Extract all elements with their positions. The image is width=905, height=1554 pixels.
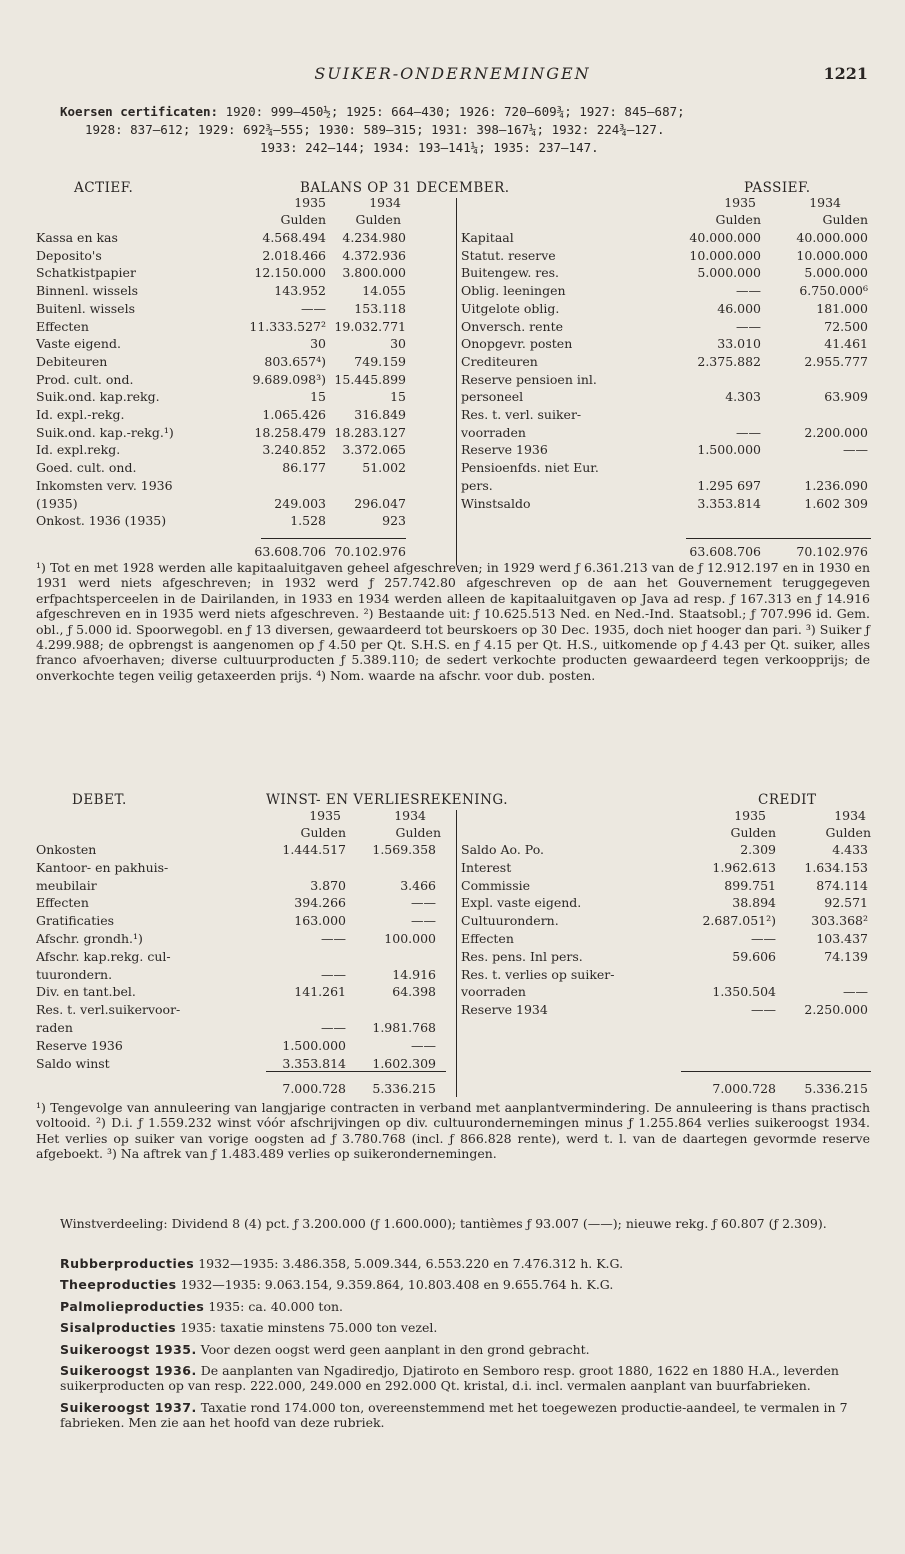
credit-label: Reserve 1934: [461, 1003, 548, 1018]
debet-label: meubilair: [36, 878, 97, 893]
actief-value-a: 4.568.494: [262, 230, 326, 245]
passief-value-a: ——: [736, 318, 761, 334]
debet-value-b: 100.000: [384, 931, 436, 946]
passief-label: Winstsaldo: [461, 496, 531, 511]
credit-value-a: 2.309: [740, 842, 776, 857]
credit-label: Res. t. verlies op suiker-: [461, 967, 615, 982]
passief-value-a: 1.295 697: [697, 477, 761, 493]
debet-value-a: 1.444.517: [282, 842, 346, 857]
actief-value-a: ——: [301, 300, 326, 316]
production-key: Sisalproducties: [60, 1320, 177, 1336]
passief-row: [461, 249, 871, 263]
page-number: 1221: [823, 64, 868, 83]
passief-value-a: 5.000.000: [697, 265, 761, 281]
actief-value-a: 18.258.479: [254, 424, 326, 440]
actief-row: [36, 497, 416, 511]
actief-value-b: 15.445.899: [334, 371, 406, 387]
debet-label: Saldo winst: [36, 1056, 110, 1071]
credit-value-a: 38.894: [732, 895, 776, 911]
passief-label: pers.: [461, 478, 493, 493]
passief-value-b: 2.200.000: [804, 424, 868, 440]
debet-label: Afschr. kap.rekg. cul-: [36, 949, 171, 964]
actief-value-b: 19.032.771: [334, 318, 406, 334]
credit-value-a: 1.350.504: [712, 984, 776, 1000]
actief-row: [36, 249, 416, 263]
passief-row: [461, 355, 871, 369]
passief-label: Crediteuren: [461, 354, 538, 369]
debet-row: [36, 968, 441, 982]
actief-label: Goed. cult. ond.: [36, 461, 137, 476]
credit-label: Res. pens. Inl pers.: [461, 949, 583, 964]
credit-label: voorraden: [461, 985, 526, 1000]
credit-value-a: 1.962.613: [712, 859, 776, 875]
credit-row: [461, 914, 871, 928]
passief-value-b: 10.000.000: [796, 247, 868, 263]
credit-row: [461, 896, 871, 910]
debet-row: [36, 1057, 441, 1071]
balans-divider: [456, 198, 457, 565]
debet-label: Kantoor- en pakhuis-: [36, 860, 169, 875]
passief-value-a: 2.375.882: [697, 353, 761, 369]
credit-label: Commissie: [461, 878, 531, 893]
credit-value-b: 4.433: [832, 842, 868, 857]
credit-value-b: 1.634.153: [804, 859, 868, 875]
production-text: De aanplanten van Ngadiredjo, Djatiroto en Semboro resp. groot 1880, 1622 en 1880 H.A., leverden suikerproducten op van resp. 222.000, 249.000 en 292.000 Qt. kristal, d.i. incl. vermalen aanplant van buurfabrieken.: [60, 1363, 839, 1394]
production-text: 1935: ca. 40.000 ton.: [208, 1298, 344, 1314]
actief-value-b: 30: [390, 336, 406, 352]
production-item: [60, 1400, 870, 1431]
actief-row: [36, 443, 416, 457]
actief-value-b: 923: [382, 513, 406, 529]
actief-value-b: 749.159: [354, 353, 406, 369]
actief-year-a: 1935: [294, 195, 326, 210]
debet-value-b: 1.981.768: [372, 1020, 436, 1035]
passief-row: [461, 461, 871, 475]
credit-year-b: 1934: [834, 808, 866, 823]
debet-value-a: 3.870: [310, 877, 346, 893]
balans-table: [36, 180, 868, 565]
actief-value-a: 3.240.852: [262, 442, 326, 458]
actief-row: [36, 373, 416, 387]
actief-value-b: 4.372.936: [342, 247, 406, 263]
actief-value-a: 12.150.000: [254, 265, 326, 281]
debet-value-a: 141.261: [294, 984, 346, 1000]
debet-label: raden: [36, 1021, 73, 1035]
debet-total-a: 7.000.728: [282, 1081, 346, 1096]
debet-label: tuurondern.: [36, 967, 113, 982]
passief-value-a: 4.303: [725, 389, 761, 405]
passief-label: Pensioenfds. niet Eur.: [461, 461, 599, 476]
debet-label: Afschr. grondh.¹): [36, 932, 143, 946]
actief-year-b: 1934: [369, 195, 401, 210]
passief-year-b: 1934: [809, 195, 841, 210]
actief-row: [36, 461, 416, 475]
passief-value-b: 63.909: [824, 389, 868, 405]
credit-value-b: 303.368²: [811, 913, 868, 929]
passief-row: [461, 284, 871, 298]
production-item: [60, 1320, 870, 1335]
debet-row: [36, 1003, 441, 1017]
passief-value-b: 41.461: [824, 336, 868, 352]
actief-value-a: 11.333.527²: [249, 318, 326, 334]
winstverdeeling-text: Winstverdeeling: Dividend 8 (4) pct. ƒ 3.200.000 (ƒ 1.600.000); tantièmes ƒ 93.007 (——); nieuwe rekg. ƒ 60.807 (ƒ 2.309).: [60, 1216, 827, 1231]
passief-row: [461, 302, 871, 316]
actief-row: [36, 320, 416, 334]
debet-row: [36, 896, 441, 910]
passief-label: Buitengew. res.: [461, 266, 560, 281]
credit-row: [461, 950, 871, 964]
credit-total-rule: [681, 1071, 871, 1072]
koersen-line-2: 1928: 837—612; 1929: 692¾—555; 1930: 589—315; 1931: 398—167¼; 1932: 224¾—127.: [85, 122, 665, 137]
koersen-line-3: 1933: 242—144; 1934: 193—141¼; 1935: 237—147.: [260, 140, 599, 155]
passief-row: [461, 426, 871, 440]
debet-value-a: 394.266: [294, 895, 346, 911]
debet-row: [36, 1039, 441, 1053]
actief-value-a: 143.952: [274, 283, 326, 299]
passief-row: [461, 408, 871, 422]
credit-row: [461, 932, 871, 946]
actief-row: [36, 426, 416, 440]
production-text: 1932—1935: 3.486.358, 5.009.344, 6.553.220 en 7.476.312 h. K.G.: [198, 1256, 624, 1271]
actief-label: Effecten: [36, 319, 89, 334]
balans-title: BALANS OP 31 DECEMBER.: [300, 180, 510, 196]
actief-row: [36, 514, 416, 528]
actief-total-a: 63.608.706: [254, 544, 326, 559]
credit-value-b: 103.437: [816, 931, 868, 946]
debet-value-a: 163.000: [294, 913, 346, 929]
production-item: [60, 1342, 870, 1357]
passief-title: PASSIEF.: [744, 180, 811, 196]
credit-value-a: 899.751: [724, 877, 776, 893]
balans-footnote-text: ¹) Tot en met 1928 werden alle kapitaaluitgaven geheel afgeschreven; in 1929 werd ƒ 6.361.213 van de ƒ 12.912.197 en in 1930 en 1931 werd niets afgeschreven; in 1932 werd ƒ 257.742.80 afgeschreven op de aan het Gouvernement teruggegeven erfpachtsperceelen in de Dairilanden, in 1933 en 1934 werden alleen de kapitaaluitgaven op Java ad resp. ƒ 167.313 en ƒ 14.916 afgeschreven en in 1935 werd niets afgeschreven. ²) Bestaande uit: ƒ 10.625.513 Ned. en Ned.-Ind. Staatsobl.; ƒ 707.996 id. Gem. obl., ƒ 5.000 id. Spoorwegobl. en ƒ 13 diversen, gewaardeerd tot beurskoers op 30 Dec. 1935, doch niet hooger dan pari. ³) Suiker ƒ 4.299.988; de opbrengst is aangenomen op ƒ 4.50 per Qt. S.H.S. en ƒ 4.15 per Qt. H.S., uitkomende op ƒ 4.43 per Qt. suiker, alles franco afvoerhaven; diverse cultuurproducten ƒ 5.389.110; de sedert verkochte producten gewaardeerd tegen verkoopprijs; de onverkochte tegen veilig getaxeerden prijs. ⁴) Nom. waarde na afschr. voor dub. posten.: [36, 560, 870, 683]
passief-value-a: ——: [736, 424, 761, 440]
passief-value-a: 3.353.814: [697, 495, 761, 511]
actief-value-b: 153.118: [354, 300, 406, 316]
passief-label: voorraden: [461, 425, 526, 440]
actief-value-a: 15: [310, 389, 326, 405]
debet-value-b: 14.916: [392, 966, 436, 982]
actief-value-a: 2.018.466: [262, 247, 326, 263]
debet-row: [36, 932, 441, 946]
passief-row: [461, 337, 871, 351]
debet-row: [36, 861, 441, 875]
credit-value-b: ——: [843, 984, 868, 1000]
actief-value-a: 86.177: [282, 460, 326, 476]
passief-row: [461, 266, 871, 280]
passief-value-a: 10.000.000: [689, 247, 761, 263]
actief-value-b: 51.002: [362, 460, 406, 476]
debet-value-b: ——: [411, 895, 436, 911]
credit-value-a: 59.606: [732, 948, 776, 964]
passief-value-a: 46.000: [717, 300, 761, 316]
actief-value-b: 18.283.127: [334, 424, 406, 440]
debet-unit-a: Gulden: [300, 825, 346, 840]
debet-label: Onkosten: [36, 843, 97, 857]
actief-label: Schatkistpapier: [36, 266, 136, 281]
debet-value-b: 64.398: [392, 984, 436, 1000]
debet-row: [36, 914, 441, 928]
credit-value-b: 874.114: [816, 877, 868, 893]
credit-unit-a: Gulden: [730, 825, 776, 840]
actief-value-a: 249.003: [274, 495, 326, 511]
running-title: SUIKER-ONDERNEMINGEN: [314, 64, 591, 83]
debet-total-rule: [266, 1071, 446, 1072]
passief-value-a: 33.010: [717, 336, 761, 352]
balans-footnotes: [36, 560, 870, 683]
debet-value-b: 1.569.358: [372, 842, 436, 857]
passief-row: [461, 390, 871, 404]
winst-verlies-table: [36, 792, 871, 1097]
actief-label: Buitenl. wissels: [36, 301, 135, 316]
debet-label: Reserve 1936: [36, 1038, 123, 1053]
actief-label: Deposito's: [36, 248, 102, 263]
credit-row: [461, 985, 871, 999]
passief-value-a: ——: [736, 283, 761, 299]
actief-total-rule: [261, 538, 406, 539]
winst-footnotes: [36, 1100, 870, 1162]
debet-label: Effecten: [36, 896, 89, 911]
actief-row: [36, 355, 416, 369]
winst-footnote-text: ¹) Tengevolge van annuleering van langjarige contracten in verband met aanplantvermindering. De annuleering is thans practisch voltooid. ²) D.i. ƒ 1.559.232 winst vóór afschrijvingen op div. cultuurondernemingen minus ƒ 1.255.864 verlies suikeroogst 1934. Het verlies op suiker van vorige oogsten ad ƒ 3.780.768 (incl. ƒ 866.828 rente), werd t. l. van de daartegen gevormde reserve afgeboekt. ³) Na aftrek van ƒ 1.483.489 verlies op suikerondernemingen.: [36, 1100, 870, 1162]
actief-value-a: 9.689.098³): [252, 371, 326, 387]
production-item: [60, 1256, 870, 1271]
passief-label: Onopgevr. posten: [461, 337, 573, 352]
debet-unit-b: Gulden: [395, 825, 441, 840]
passief-unit-b: Gulden: [822, 212, 868, 227]
passief-value-b: 2.955.777: [804, 353, 868, 369]
actief-row: [36, 479, 416, 493]
actief-unit-b: Gulden: [355, 212, 401, 227]
credit-title: CREDIT: [758, 792, 817, 808]
actief-label: (1935): [36, 496, 78, 511]
debet-value-a: ——: [321, 1020, 346, 1035]
debet-value-a: 1.500.000: [282, 1037, 346, 1053]
production-key: Rubberproducties: [60, 1256, 195, 1271]
credit-value-a: 2.687.051²): [702, 913, 776, 929]
debet-value-b: 1.602.309: [372, 1055, 436, 1071]
debet-year-b: 1934: [394, 808, 426, 823]
actief-value-b: 4.234.980: [342, 230, 406, 245]
koersen-line-1: 1920: 999—450½; 1925: 664—430; 1926: 720—609¾; 1927: 845—687;: [225, 104, 685, 119]
passief-total-b: 70.102.976: [796, 544, 868, 559]
production-list: [60, 1256, 870, 1437]
credit-label: Interest: [461, 860, 512, 875]
actief-label: Id. expl.-rekg.: [36, 408, 125, 422]
actief-total-b: 70.102.976: [334, 544, 406, 559]
debet-title: DEBET.: [72, 792, 127, 808]
actief-label: Prod. cult. ond.: [36, 372, 134, 387]
credit-label: Expl. vaste eigend.: [461, 896, 582, 911]
credit-row: [461, 968, 871, 982]
passief-row: [461, 443, 871, 457]
credit-label: Effecten: [461, 932, 514, 946]
actief-label: Binnenl. wissels: [36, 284, 139, 299]
debet-value-b: ——: [411, 913, 436, 929]
passief-unit-a: Gulden: [715, 212, 761, 227]
actief-value-b: 316.849: [354, 407, 406, 422]
actief-row: [36, 390, 416, 404]
production-item: [60, 1363, 870, 1394]
credit-row: [461, 1003, 871, 1017]
debet-row: [36, 879, 441, 893]
passief-value-b: 6.750.000⁶: [799, 283, 868, 299]
production-key: Suikeroogst 1937.: [60, 1399, 197, 1415]
actief-value-a: 30: [310, 336, 326, 352]
actief-value-b: 296.047: [354, 495, 406, 511]
actief-label: Inkomsten verv. 1936: [36, 478, 173, 493]
production-text: Taxatie rond 174.000 ton, overeenstemmend met het toegewezen productie-aandeel, te vermalen in 7 fabrieken. Men zie aan het hoofd van deze rubriek.: [60, 1399, 848, 1431]
debet-value-a: 3.353.814: [282, 1055, 346, 1071]
actief-label: Debiteuren: [36, 354, 108, 369]
debet-year-a: 1935: [309, 808, 341, 823]
actief-label: Vaste eigend.: [36, 337, 121, 352]
actief-label: Id. expl.rekg.: [36, 443, 121, 458]
koersen-label: Koersen certificaten:: [60, 104, 219, 119]
actief-row: [36, 408, 416, 422]
credit-total-a: 7.000.728: [712, 1081, 776, 1096]
actief-label: Kassa en kas: [36, 231, 118, 245]
passief-year-a: 1935: [724, 195, 756, 210]
production-key: Suikeroogst 1935.: [60, 1341, 197, 1357]
passief-label: Onversch. rente: [461, 319, 563, 334]
credit-value-b: 74.139: [824, 948, 868, 964]
debet-row: [36, 950, 441, 964]
debet-value-a: ——: [321, 966, 346, 982]
actief-row: [36, 302, 416, 316]
debet-total-b: 5.336.215: [372, 1081, 436, 1096]
actief-value-b: 3.372.065: [342, 442, 406, 458]
passief-row: [461, 320, 871, 334]
actief-value-a: 1.065.426: [262, 407, 326, 422]
actief-row: [36, 337, 416, 351]
passief-label: Kapitaal: [461, 231, 514, 245]
page-header: [0, 64, 905, 84]
passief-value-b: 72.500: [824, 318, 868, 334]
passief-total-a: 63.608.706: [689, 544, 761, 559]
actief-row: [36, 231, 416, 245]
production-key: Theeproducties: [60, 1277, 177, 1293]
passief-value-b: ——: [843, 442, 868, 458]
production-key: Suikeroogst 1936.: [60, 1363, 197, 1379]
passief-row: [461, 497, 871, 511]
credit-year-a: 1935: [734, 808, 766, 823]
credit-row: [461, 861, 871, 875]
passief-row: [461, 479, 871, 493]
passief-label: Res. t. verl. suiker-: [461, 408, 582, 422]
actief-value-b: 14.055: [362, 283, 406, 299]
credit-row: [461, 843, 871, 857]
passief-value-b: 40.000.000: [796, 230, 868, 245]
passief-value-b: 181.000: [816, 300, 868, 316]
passief-value-b: 1.602 309: [804, 495, 868, 511]
actief-value-a: 803.657⁴): [264, 353, 326, 369]
production-item: [60, 1277, 870, 1292]
production-text: 1932—1935: 9.063.154, 9.359.864, 10.803.408 en 9.655.764 h. K.G.: [180, 1277, 614, 1293]
actief-value-a: 1.528: [290, 513, 326, 529]
passief-label: personeel: [461, 390, 524, 405]
production-text: Voor dezen oogst werd geen aanplant in den grond gebracht.: [200, 1341, 590, 1357]
production-text: 1935: taxatie minstens 75.000 ton vezel.: [180, 1320, 438, 1336]
credit-label: Saldo Ao. Po.: [461, 843, 544, 857]
passief-value-b: 5.000.000: [804, 265, 868, 281]
debet-label: Div. en tant.bel.: [36, 985, 136, 1000]
actief-unit-a: Gulden: [280, 212, 326, 227]
passief-label: Reserve pensioen inl.: [461, 372, 597, 387]
passief-total-rule: [686, 538, 871, 539]
actief-label: Suik.ond. kap.rekg.: [36, 390, 160, 405]
debet-row: [36, 1021, 441, 1035]
production-item: [60, 1299, 870, 1314]
debet-value-b: 3.466: [400, 877, 436, 893]
credit-label: Cultuurondern.: [461, 914, 559, 929]
passief-row: [461, 373, 871, 387]
passief-value-a: 40.000.000: [689, 230, 761, 245]
actief-title: ACTIEF.: [74, 180, 134, 196]
passief-label: Statut. reserve: [461, 248, 556, 263]
passief-value-a: 1.500.000: [697, 442, 761, 458]
winst-divider: [456, 810, 457, 1097]
credit-row: [461, 879, 871, 893]
passief-row: [461, 231, 871, 245]
debet-row: [36, 985, 441, 999]
credit-value-a: ——: [751, 1002, 776, 1018]
actief-row: [36, 284, 416, 298]
credit-value-a: ——: [751, 931, 776, 946]
koersen-certificaten: [60, 103, 880, 157]
debet-row: [36, 843, 441, 857]
debet-value-a: ——: [321, 931, 346, 946]
debet-label: Res. t. verl.suikervoor-: [36, 1003, 181, 1018]
production-key: Palmolieproducties: [60, 1298, 205, 1314]
actief-label: Onkost. 1936 (1935): [36, 514, 167, 529]
credit-value-b: 92.571: [824, 895, 868, 911]
debet-value-b: ——: [411, 1037, 436, 1053]
debet-label: Gratificaties: [36, 914, 115, 929]
passief-label: Reserve 1936: [461, 443, 548, 458]
actief-value-b: 15: [390, 389, 406, 405]
credit-unit-b: Gulden: [825, 825, 871, 840]
passief-value-b: 1.236.090: [804, 477, 868, 493]
winstverdeeling: [60, 1216, 870, 1231]
passief-label: Uitgelote oblig.: [461, 301, 560, 316]
credit-total-b: 5.336.215: [804, 1081, 868, 1096]
credit-value-b: 2.250.000: [804, 1002, 868, 1018]
actief-label: Suik.ond. kap.-rekg.¹): [36, 425, 174, 440]
passief-label: Oblig. leeningen: [461, 284, 566, 299]
actief-value-b: 3.800.000: [342, 265, 406, 281]
actief-row: [36, 266, 416, 280]
winst-title: WINST- EN VERLIESREKENING.: [266, 792, 509, 808]
